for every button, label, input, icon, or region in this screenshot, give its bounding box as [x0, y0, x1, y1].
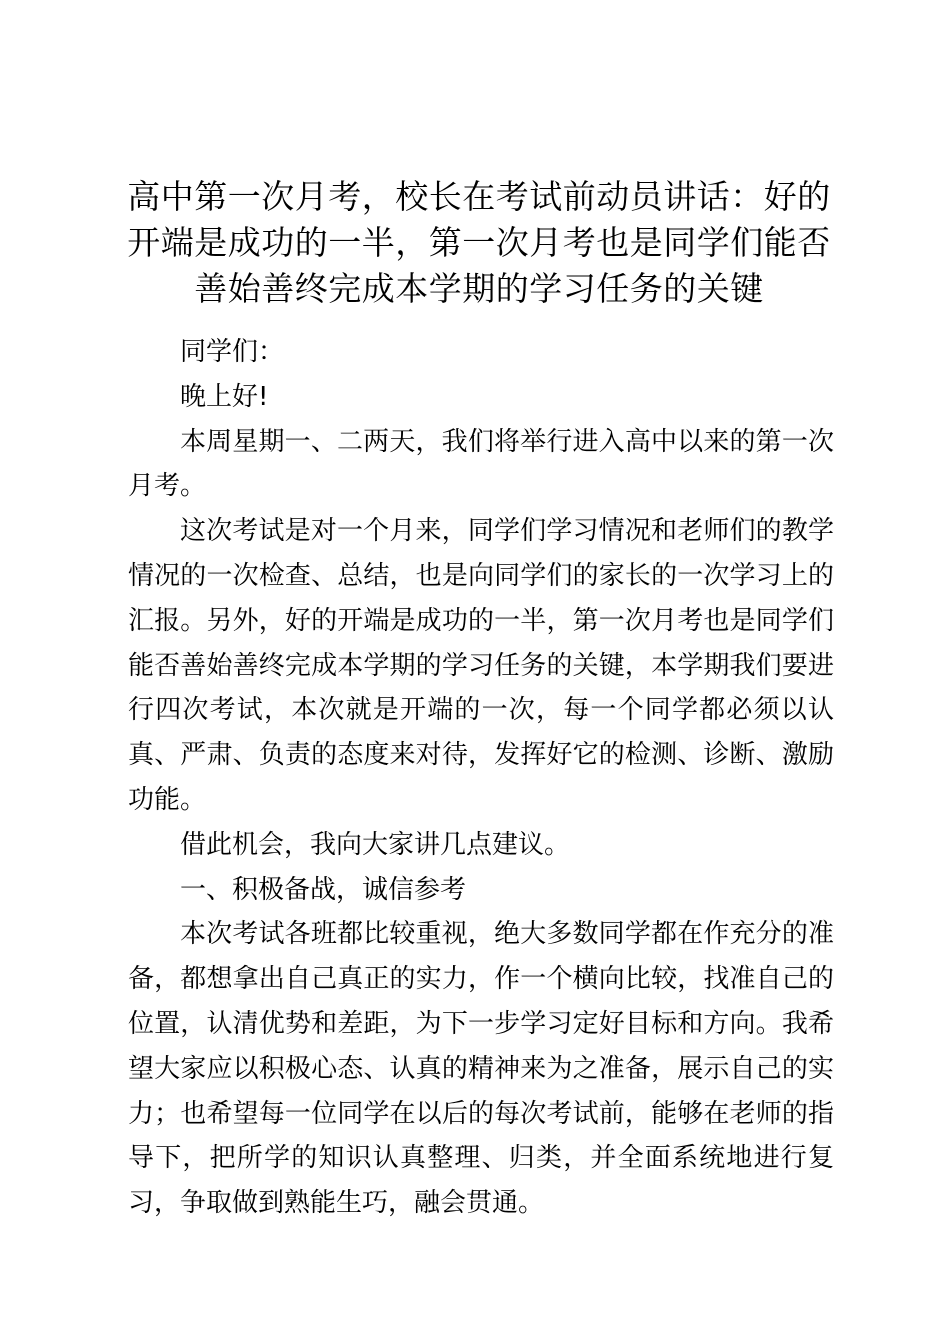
paragraph: 本周星期一、二两天，我们将举行进入高中以来的第一次月考。 — [128, 426, 834, 502]
greeting: 晚上好! — [180, 381, 269, 412]
paragraph: 这次考试是对一个月来，同学们学习情况和老师们的教学情况的一次检查、总结，也是向同学们的家长的一次学习上的汇报。另外，好的开端是成功的一半，第一次月考也是同学们能否善始善终完成本学期的学习任务的关键，本学期我们要进行四次考试，本次就是开端的一次，每一个同学都必须以认真、严肃、负责的态度来对待，发挥好它的检测、诊断、激励功能。 — [128, 516, 834, 815]
document-title: 高中第一次月考，校长在考试前动员讲话：好的开端是成功的一半，第一次月考也是同学们能否善始善终完成本学期的学习任务的关键 — [127, 177, 831, 308]
document-body — [128, 330, 834, 1226]
paragraph: 借此机会，我向大家讲几点建议。 — [180, 829, 571, 860]
section-heading: 一、积极备战，诚信参考 — [180, 874, 467, 905]
salutation: 同学们： — [180, 337, 285, 367]
paragraph: 本次考试各班都比较重视，绝大多数同学都在作充分的准备，都想拿出自己真正的实力，作一个横向比较，找准自己的位置，认清优势和差距，为下一步学习定好目标和方向。我希望大家应以积极心态、认真的精神来为之准备，展示自己的实力；也希望每一位同学在以后的每次考试前，能够在老师的指导下，把所学的知识认真整理、归类，并全面系统地进行复习，争取做到熟能生巧，融会贯通。 — [128, 919, 834, 1219]
